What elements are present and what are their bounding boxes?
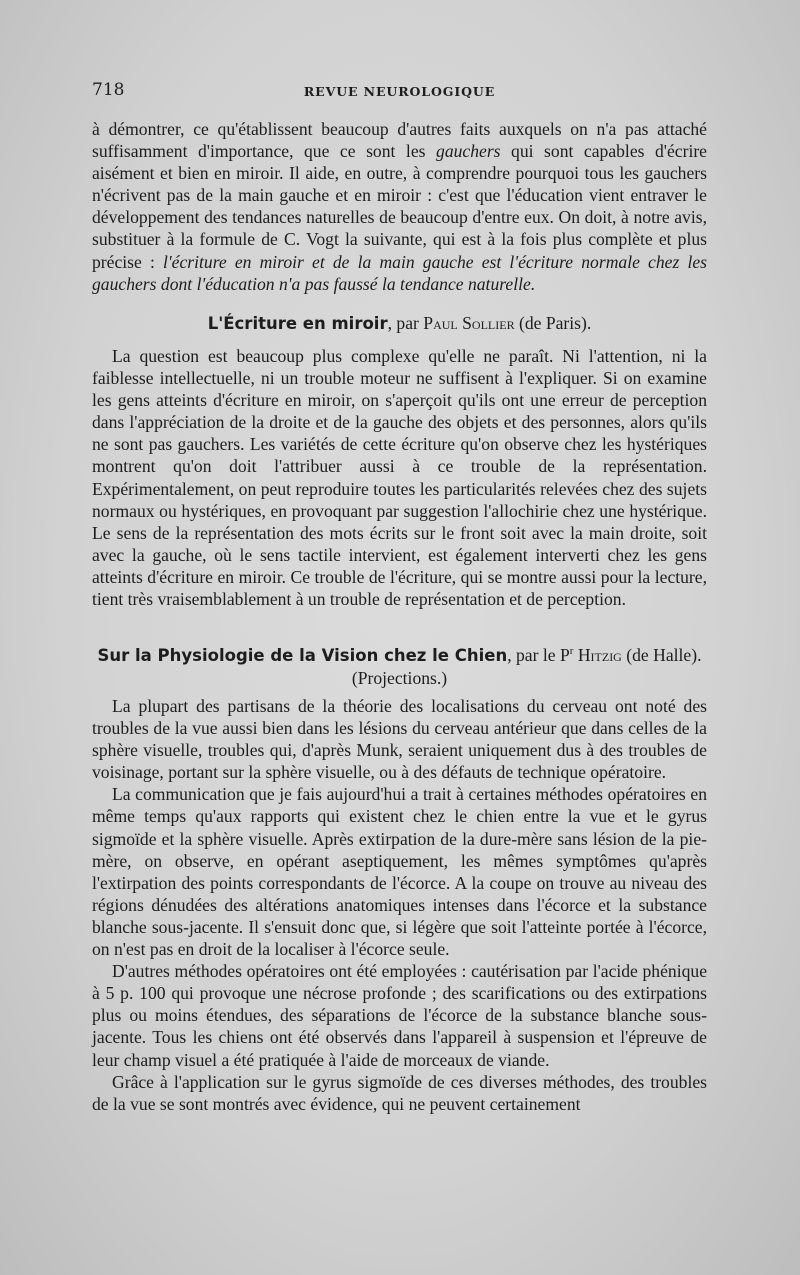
article2-title: Sur la Physiologie de la Vision chez le Chien [97, 645, 508, 665]
article2-paragraph-4: Grâce à l'application sur le gyrus sigmoïde de ces diverses méthodes, des troubles de la vue se sont montrés avec évidence, qui ne peuvent certainement [92, 1071, 707, 1114]
article2-title-sup: r [569, 645, 574, 657]
article2-paragraph-1: La plupart des partisans de la théorie des localisations du cerveau ont noté des troubles de la vue aussi bien dans les lésions du cerveau antérieur que dans celles de la sphère visuelle, troubles qui, d'après Munk, seraient uniquement dus à des troubles de voisinage, portant sur la sphère visuelle, ou à des défauts de technique opératoire. [92, 696, 707, 783]
article2-paragraph-2: La communication que je fais aujourd'hui a trait à certaines méthodes opératoires en même temps qu'aux rapports qui existent chez le chien entre la vue et le gyrus sigmoïde et la sphère visuelle. Après extirpation de la dure-mère sans lésion de la pie-mère, on observe, en opérant aseptiquement, les mêmes symptômes qu'après l'extirpation des points correspondants de l'écorce. A la coupe on trouve au niveau des régions dénudées des altérations anatomiques intenses dans l'écorce et la substance blanche sous-jacente. Il s'ensuit donc que, si légère que soit l'atteinte portée à l'écorce, on n'est pas en droit de la localiser à l'écorce seule. [92, 784, 707, 960]
article2-author: Hitzig [577, 644, 622, 665]
article1-by: , par [387, 313, 424, 333]
article2-body [92, 695, 707, 1115]
intro-text-2: qui sont capables d'écrire aisément et bien en miroir. Il aide, en outre, à comprendre pourquoi tous les gauchers n'écrivent pas de la main gauche et en miroir : c'est que l'éducation vient entraver le développement des tendances naturelles de beaucoup d'entre eux. On doit, à notre avis, substituer à la formule de C. Vogt la suivante, qui est à la fois plus complète et plus précise : [92, 141, 707, 272]
page-header [92, 80, 707, 102]
article1-affiliation: (de Paris). [514, 313, 592, 333]
article1-title: L'Écriture en miroir [207, 314, 388, 333]
article1-heading [92, 312, 707, 335]
intro-text-1: à démontrer, ce qu'établissent beaucoup d'autres faits auxquels on n'a pas attaché suffisamment d'importance, que ce sont les [92, 119, 707, 162]
article2-by: , par le P [507, 644, 570, 665]
running-title: REVUE NEUROLOGIQUE [303, 84, 496, 99]
intro-italic-quote: l'écriture en miroir et de la main gauche est l'écriture normale chez les gauchers dont l'éducation n'a pas faussé la tendance naturelle. [92, 251, 707, 294]
intro-paragraph [92, 118, 707, 295]
article2-heading [92, 640, 707, 689]
intro-italic-word: gauchers [436, 141, 501, 162]
article2-affiliation: (de Halle). [621, 644, 702, 665]
article1-body [92, 345, 707, 610]
article2-subtitle: (Projections.) [351, 667, 448, 688]
article1-author: Paul Sollier [423, 313, 515, 333]
page-number: 718 [92, 80, 125, 100]
article2-paragraph-3: D'autres méthodes opératoires ont été employées : cautérisation par l'acide phénique à 5 p. 100 qui provoque une nécrose profonde ; des scarifications ou des extirpations plus ou moins étendues, des séparations de l'écorce de la substance blanche sous-jacente. Tous les chiens ont été observés dans l'appareil à suspension et l'épreuve de leur champ visuel a été pratiquée à l'aide de morceaux de viande. [92, 961, 707, 1070]
article1-paragraph: La question est beaucoup plus complexe qu'elle ne paraît. Ni l'attention, ni la faiblesse intellectuelle, ni un trouble moteur ne suffisent à l'expliquer. Si on examine les gens atteints d'écriture en miroir, on s'aperçoit qu'ils ont une erreur de perception dans l'appréciation de la droite et de la gauche des objets et des personnes, alors qu'ils ne sont pas gauchers. Les variétés de cette écriture qu'on observe chez les hystériques montrent qu'on doit l'attribuer aussi à ce trouble de la représentation. Expérimentalement, on peut reproduire toutes les particularités relevées chez des sujets normaux ou hystériques, en provoquant par suggestion l'allochirie chez une hystérique. Le sens de la représentation des mots écrits sur le front soit avec la main droite, soit avec la gauche, où le sens tactile intervient, est également interverti chez les gens atteints d'écriture en miroir. Ce trouble de l'écriture, qui se montre aussi pour la lecture, tient très vraisemblablement à un trouble de représentation et de perception. [92, 346, 707, 610]
